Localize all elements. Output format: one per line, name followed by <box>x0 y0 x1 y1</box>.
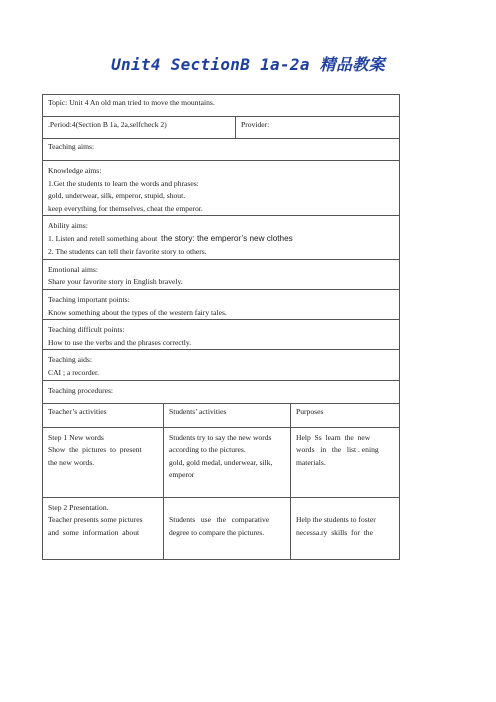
period-row <box>43 117 400 139</box>
ability-line-1-end: the story: the emperor’s new clothes <box>161 233 293 243</box>
step1-purpose-line-3: materials. <box>296 457 326 467</box>
teaching-aids-row <box>43 350 400 380</box>
period-text: .Period:4(Section B 1a, 2a,selfcheck 2) <box>48 120 167 129</box>
step1-students-line-2: according to the pictures. <box>169 445 246 455</box>
procedures-heading: Teaching procedures: <box>48 385 114 395</box>
knowledge-line-3: keep everything for themselves, cheat the emperor. <box>48 203 203 213</box>
ability-line-1-start: 1. Listen and retell something about <box>48 233 158 243</box>
step2-row <box>43 497 400 559</box>
ability-aims-row <box>43 216 400 259</box>
step1-students-line-3: gold, gold medal, underwear, silk, <box>169 457 273 467</box>
step2-students-spacer <box>169 504 286 512</box>
procedures-row <box>43 380 400 403</box>
step1-teacher-line-3: the new words. <box>48 457 95 467</box>
important-points-row <box>43 289 400 319</box>
step2-students-line-1: Students use the comparative <box>169 515 270 525</box>
teaching-aids-line-1: CAI ; a recorder. <box>48 367 100 377</box>
column-header-row <box>43 403 400 427</box>
knowledge-aims-heading: Knowledge aims: <box>48 166 102 175</box>
step2-purpose-line-1: Help the students to foster <box>296 515 376 525</box>
ability-line-1 <box>48 235 395 243</box>
emotional-aims-row <box>43 259 400 289</box>
knowledge-aims-row <box>43 161 400 216</box>
step2-teacher-line-1: Step 2 Presentation. <box>48 502 109 512</box>
lesson-plan-table <box>42 94 400 560</box>
knowledge-line-1: 1.Get the students to learn the words and phrases: <box>48 178 199 188</box>
important-points-heading: Teaching important points: <box>48 294 130 304</box>
teaching-aims-row <box>43 139 400 161</box>
col-students-activities: Students’ activities <box>169 406 227 416</box>
page-title: Unit4 SectionB 1a-2a 精品教案 <box>111 55 385 74</box>
ability-aims-heading: Ability aims: <box>48 221 88 231</box>
teaching-aids-heading: Teaching aids: <box>48 355 92 365</box>
step2-purpose-line-2: necessa.ry skills for the <box>296 527 373 537</box>
topic-row <box>43 95 400 117</box>
step1-purpose-line-2: words in the list . ening <box>296 445 379 455</box>
knowledge-line-2: gold, underwear, silk, emperor, stupid, shout. <box>48 191 186 201</box>
col-purposes: Purposes <box>296 406 324 416</box>
step2-students-line-2: degree to compare the pictures. <box>169 527 265 537</box>
difficult-points-heading: Teaching difficult points: <box>48 325 125 335</box>
step1-row <box>43 427 400 497</box>
emotional-aims-heading: Emotional aims: <box>48 264 98 274</box>
step1-students-line-1: Students try to say the new words <box>169 432 272 442</box>
provider-label: Provider: <box>241 120 270 129</box>
step2-teacher-line-2: Teacher presents some pictures <box>48 515 143 525</box>
col-teacher-activities: Teacher’s activities <box>48 406 107 416</box>
step1-teacher-line-1: Step 1 New words <box>48 432 104 442</box>
teaching-aims-heading: Teaching aims: <box>48 142 95 151</box>
step1-purpose-line-1: Help Ss learn the new <box>296 432 371 442</box>
step2-purpose-spacer <box>296 504 395 512</box>
ability-line-2: 2. The students can tell their favorite story to others. <box>48 247 207 257</box>
important-line-1: Know something about the types of the western fairy tales. <box>48 307 227 317</box>
step1-teacher-line-2: Show the pictures to present <box>48 445 142 455</box>
topic-text: Topic: Unit 4 An old man tried to move the mountains. <box>48 98 215 107</box>
difficult-points-row <box>43 320 400 350</box>
difficult-line-1: How to use the verbs and the phrases correctly. <box>48 337 192 347</box>
step1-students-line-4: emperor <box>169 470 195 480</box>
step2-teacher-line-3: and some information about <box>48 527 140 537</box>
emotional-line-1: Share your favorite story in English bravely. <box>48 277 183 287</box>
